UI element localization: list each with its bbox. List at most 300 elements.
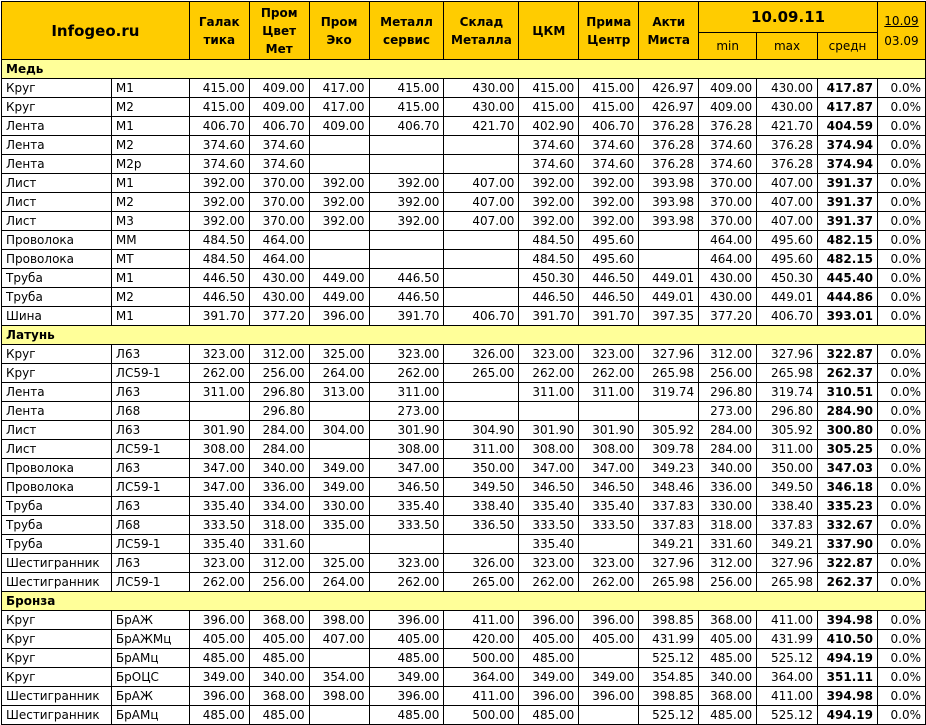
avg-price-cell: 394.98 bbox=[818, 687, 878, 706]
grade-cell: Л63 bbox=[111, 345, 189, 364]
price-sklad-metalla bbox=[444, 250, 519, 269]
product-cell: Лента bbox=[2, 117, 112, 136]
grade-cell: МТ bbox=[111, 250, 189, 269]
avg-price-cell: 346.18 bbox=[818, 478, 878, 497]
price-sklad-metalla: 420.00 bbox=[444, 630, 519, 649]
price-promeko: 349.00 bbox=[309, 459, 369, 478]
price-galaktika: 335.40 bbox=[189, 535, 249, 554]
price-aktimista: 265.98 bbox=[639, 364, 699, 383]
price-aktimista: 398.85 bbox=[639, 687, 699, 706]
price-prima-tsentr: 405.00 bbox=[579, 630, 639, 649]
price-prima-tsentr: 392.00 bbox=[579, 193, 639, 212]
price-tskm: 405.00 bbox=[519, 630, 579, 649]
product-cell: Шестигранник bbox=[2, 573, 112, 592]
price-tskm: 396.00 bbox=[519, 687, 579, 706]
price-sklad-metalla bbox=[444, 231, 519, 250]
price-tskm: 262.00 bbox=[519, 364, 579, 383]
change-percent-cell: 0.0% bbox=[877, 630, 925, 649]
grade-cell: Л63 bbox=[111, 497, 189, 516]
price-tskm: 392.00 bbox=[519, 193, 579, 212]
price-metallservis: 405.00 bbox=[369, 630, 444, 649]
price-aktimista: 431.99 bbox=[639, 630, 699, 649]
grade-cell: ЛС59-1 bbox=[111, 573, 189, 592]
price-galaktika: 484.50 bbox=[189, 231, 249, 250]
price-sklad-metalla: 500.00 bbox=[444, 706, 519, 725]
price-metallservis bbox=[369, 136, 444, 155]
avg-price-cell: 262.37 bbox=[818, 573, 878, 592]
product-cell: Круг bbox=[2, 79, 112, 98]
max-price-cell: 449.01 bbox=[757, 288, 818, 307]
price-promtsvetmet: 485.00 bbox=[249, 706, 309, 725]
avg-price-cell: 393.01 bbox=[818, 307, 878, 326]
min-price-cell: 256.00 bbox=[699, 364, 757, 383]
price-aktimista: 309.78 bbox=[639, 440, 699, 459]
price-metallservis: 485.00 bbox=[369, 649, 444, 668]
min-price-cell: 336.00 bbox=[699, 478, 757, 497]
table-row bbox=[2, 250, 926, 269]
price-aktimista: 305.92 bbox=[639, 421, 699, 440]
price-galaktika: 391.70 bbox=[189, 307, 249, 326]
grade-cell: М2 bbox=[111, 98, 189, 117]
price-promtsvetmet: 370.00 bbox=[249, 174, 309, 193]
price-aktimista: 393.98 bbox=[639, 193, 699, 212]
price-metallservis: 392.00 bbox=[369, 174, 444, 193]
product-cell: Круг bbox=[2, 668, 112, 687]
price-promtsvetmet: 368.00 bbox=[249, 611, 309, 630]
price-sklad-metalla: 336.50 bbox=[444, 516, 519, 535]
price-aktimista: 337.83 bbox=[639, 497, 699, 516]
price-promeko: 349.00 bbox=[309, 478, 369, 497]
grade-cell: БрАЖ bbox=[111, 611, 189, 630]
table-row bbox=[2, 117, 926, 136]
price-tskm: 391.70 bbox=[519, 307, 579, 326]
price-metallservis: 349.00 bbox=[369, 668, 444, 687]
grade-cell: Л63 bbox=[111, 421, 189, 440]
price-tskm: 415.00 bbox=[519, 98, 579, 117]
max-price-cell: 337.83 bbox=[757, 516, 818, 535]
change-percent-cell: 0.0% bbox=[877, 174, 925, 193]
price-galaktika: 392.00 bbox=[189, 174, 249, 193]
product-cell: Лист bbox=[2, 440, 112, 459]
price-promeko bbox=[309, 250, 369, 269]
price-sklad-metalla: 407.00 bbox=[444, 212, 519, 231]
product-cell: Шестигранник bbox=[2, 687, 112, 706]
price-tskm: 301.90 bbox=[519, 421, 579, 440]
price-metallservis bbox=[369, 250, 444, 269]
table-row bbox=[2, 212, 926, 231]
price-prima-tsentr bbox=[579, 649, 639, 668]
price-metallservis: 347.00 bbox=[369, 459, 444, 478]
max-price-cell: 407.00 bbox=[757, 212, 818, 231]
price-promtsvetmet: 296.80 bbox=[249, 402, 309, 421]
price-sklad-metalla: 326.00 bbox=[444, 345, 519, 364]
price-sklad-metalla: 430.00 bbox=[444, 79, 519, 98]
price-promeko: 392.00 bbox=[309, 193, 369, 212]
price-sklad-metalla bbox=[444, 155, 519, 174]
group-title: Медь bbox=[2, 60, 926, 79]
price-promeko bbox=[309, 706, 369, 725]
price-sklad-metalla bbox=[444, 136, 519, 155]
max-price-cell: 338.40 bbox=[757, 497, 818, 516]
price-tskm: 415.00 bbox=[519, 79, 579, 98]
grade-cell: М1 bbox=[111, 269, 189, 288]
avg-price-cell: 391.37 bbox=[818, 193, 878, 212]
column-header-promtsvetmet bbox=[249, 2, 309, 60]
price-prima-tsentr: 349.00 bbox=[579, 668, 639, 687]
price-prima-tsentr: 392.00 bbox=[579, 174, 639, 193]
column-header-line: Акти bbox=[652, 14, 686, 29]
price-galaktika: 323.00 bbox=[189, 345, 249, 364]
max-price-cell: 495.60 bbox=[757, 231, 818, 250]
price-metallservis: 485.00 bbox=[369, 706, 444, 725]
min-price-cell: 430.00 bbox=[699, 288, 757, 307]
price-sklad-metalla: 407.00 bbox=[444, 193, 519, 212]
product-cell: Круг bbox=[2, 364, 112, 383]
price-aktimista: 348.46 bbox=[639, 478, 699, 497]
column-header-line: сервис bbox=[383, 32, 430, 47]
change-percent-cell: 0.0% bbox=[877, 611, 925, 630]
avg-price-cell: 482.15 bbox=[818, 231, 878, 250]
table-row bbox=[2, 611, 926, 630]
price-aktimista: 449.01 bbox=[639, 288, 699, 307]
table-row bbox=[2, 307, 926, 326]
change-percent-cell: 0.0% bbox=[877, 421, 925, 440]
price-metallservis: 396.00 bbox=[369, 611, 444, 630]
max-price-cell: 305.92 bbox=[757, 421, 818, 440]
price-promeko: 325.00 bbox=[309, 554, 369, 573]
price-aktimista bbox=[639, 231, 699, 250]
price-prima-tsentr: 311.00 bbox=[579, 383, 639, 402]
max-price-cell: 411.00 bbox=[757, 687, 818, 706]
price-sklad-metalla: 326.00 bbox=[444, 554, 519, 573]
price-tskm: 323.00 bbox=[519, 345, 579, 364]
price-prima-tsentr: 308.00 bbox=[579, 440, 639, 459]
max-price-cell: 311.00 bbox=[757, 440, 818, 459]
min-price-cell: 376.28 bbox=[699, 117, 757, 136]
max-price-cell: 349.50 bbox=[757, 478, 818, 497]
avg-header: средн bbox=[818, 33, 878, 60]
avg-price-cell: 322.87 bbox=[818, 345, 878, 364]
price-prima-tsentr: 347.00 bbox=[579, 459, 639, 478]
avg-price-cell: 310.51 bbox=[818, 383, 878, 402]
avg-price-cell: 374.94 bbox=[818, 155, 878, 174]
table-row bbox=[2, 136, 926, 155]
avg-price-cell: 404.59 bbox=[818, 117, 878, 136]
change-percent-cell: 0.0% bbox=[877, 687, 925, 706]
avg-price-cell: 391.37 bbox=[818, 212, 878, 231]
price-sklad-metalla: 350.00 bbox=[444, 459, 519, 478]
change-percent-cell: 0.0% bbox=[877, 155, 925, 174]
product-cell: Лента bbox=[2, 155, 112, 174]
price-galaktika: 374.60 bbox=[189, 155, 249, 174]
min-price-cell: 318.00 bbox=[699, 516, 757, 535]
grade-cell: М1 bbox=[111, 174, 189, 193]
price-metallservis: 308.00 bbox=[369, 440, 444, 459]
price-galaktika: 485.00 bbox=[189, 649, 249, 668]
avg-price-cell: 347.03 bbox=[818, 459, 878, 478]
grade-cell: М1 bbox=[111, 307, 189, 326]
table-row bbox=[2, 155, 926, 174]
table-row bbox=[2, 478, 926, 497]
table-row bbox=[2, 516, 926, 535]
price-tskm: 392.00 bbox=[519, 212, 579, 231]
grade-cell: М2р bbox=[111, 155, 189, 174]
max-price-cell: 525.12 bbox=[757, 649, 818, 668]
price-promeko bbox=[309, 649, 369, 668]
min-price-cell: 284.00 bbox=[699, 440, 757, 459]
price-promtsvetmet: 430.00 bbox=[249, 269, 309, 288]
table-row bbox=[2, 497, 926, 516]
max-price-cell: 376.28 bbox=[757, 136, 818, 155]
change-percent-cell: 0.0% bbox=[877, 402, 925, 421]
price-promtsvetmet: 374.60 bbox=[249, 155, 309, 174]
price-promtsvetmet: 331.60 bbox=[249, 535, 309, 554]
price-prima-tsentr: 374.60 bbox=[579, 136, 639, 155]
price-sklad-metalla: 411.00 bbox=[444, 611, 519, 630]
date-header: 10.09.11 bbox=[699, 2, 878, 33]
grade-cell: Л68 bbox=[111, 516, 189, 535]
column-header-line: Металла bbox=[451, 32, 512, 47]
price-galaktika: 311.00 bbox=[189, 383, 249, 402]
product-cell: Лист bbox=[2, 174, 112, 193]
product-cell: Проволока bbox=[2, 231, 112, 250]
price-promtsvetmet: 284.00 bbox=[249, 440, 309, 459]
column-header-line: Пром bbox=[320, 14, 358, 29]
min-price-cell: 296.80 bbox=[699, 383, 757, 402]
price-tskm: 484.50 bbox=[519, 231, 579, 250]
price-galaktika: 301.90 bbox=[189, 421, 249, 440]
grade-cell: М3 bbox=[111, 212, 189, 231]
price-tskm: 485.00 bbox=[519, 706, 579, 725]
price-promtsvetmet: 336.00 bbox=[249, 478, 309, 497]
table-row bbox=[2, 440, 926, 459]
price-tskm: 335.40 bbox=[519, 497, 579, 516]
price-prima-tsentr bbox=[579, 706, 639, 725]
price-aktimista: 525.12 bbox=[639, 706, 699, 725]
price-galaktika: 262.00 bbox=[189, 573, 249, 592]
price-aktimista: 393.98 bbox=[639, 174, 699, 193]
price-aktimista: 337.83 bbox=[639, 516, 699, 535]
price-promeko: 398.00 bbox=[309, 611, 369, 630]
price-aktimista bbox=[639, 250, 699, 269]
site-logo: Infogeo.ru bbox=[2, 2, 190, 60]
price-prima-tsentr: 495.60 bbox=[579, 250, 639, 269]
price-metallservis: 415.00 bbox=[369, 79, 444, 98]
change-percent-cell: 0.0% bbox=[877, 440, 925, 459]
price-prima-tsentr: 323.00 bbox=[579, 345, 639, 364]
price-metallservis bbox=[369, 535, 444, 554]
grade-cell: ЛС59-1 bbox=[111, 478, 189, 497]
min-price-cell: 370.00 bbox=[699, 193, 757, 212]
change-column-header bbox=[877, 2, 925, 60]
price-tskm: 446.50 bbox=[519, 288, 579, 307]
product-cell: Труба bbox=[2, 288, 112, 307]
change-percent-cell: 0.0% bbox=[877, 516, 925, 535]
price-aktimista: 397.35 bbox=[639, 307, 699, 326]
price-metallservis: 323.00 bbox=[369, 554, 444, 573]
grade-cell: Л63 bbox=[111, 383, 189, 402]
avg-price-cell: 284.90 bbox=[818, 402, 878, 421]
change-percent-cell: 0.0% bbox=[877, 554, 925, 573]
price-prima-tsentr: 323.00 bbox=[579, 554, 639, 573]
table-row bbox=[2, 535, 926, 554]
grade-cell: Л63 bbox=[111, 554, 189, 573]
price-aktimista: 354.85 bbox=[639, 668, 699, 687]
product-cell: Проволока bbox=[2, 250, 112, 269]
group-title: Бронза bbox=[2, 592, 926, 611]
change-percent-cell: 0.0% bbox=[877, 212, 925, 231]
price-galaktika: 392.00 bbox=[189, 212, 249, 231]
price-galaktika: 335.40 bbox=[189, 497, 249, 516]
price-sklad-metalla bbox=[444, 383, 519, 402]
max-price-cell: 411.00 bbox=[757, 611, 818, 630]
price-metallservis: 262.00 bbox=[369, 364, 444, 383]
price-galaktika bbox=[189, 402, 249, 421]
price-tskm: 349.00 bbox=[519, 668, 579, 687]
min-price-cell: 430.00 bbox=[699, 269, 757, 288]
price-sklad-metalla: 430.00 bbox=[444, 98, 519, 117]
price-promeko: 354.00 bbox=[309, 668, 369, 687]
table-row bbox=[2, 459, 926, 478]
table-row bbox=[2, 554, 926, 573]
max-price-cell: 265.98 bbox=[757, 573, 818, 592]
table-row bbox=[2, 383, 926, 402]
price-tskm: 323.00 bbox=[519, 554, 579, 573]
product-cell: Круг bbox=[2, 611, 112, 630]
price-metallservis: 446.50 bbox=[369, 288, 444, 307]
price-tskm: 374.60 bbox=[519, 136, 579, 155]
price-prima-tsentr: 392.00 bbox=[579, 212, 639, 231]
price-tskm: 335.40 bbox=[519, 535, 579, 554]
price-promeko: 264.00 bbox=[309, 573, 369, 592]
change-percent-cell: 0.0% bbox=[877, 383, 925, 402]
price-promtsvetmet: 284.00 bbox=[249, 421, 309, 440]
price-promeko: 417.00 bbox=[309, 79, 369, 98]
min-price-cell: 256.00 bbox=[699, 573, 757, 592]
group-row bbox=[2, 60, 926, 79]
price-galaktika: 406.70 bbox=[189, 117, 249, 136]
price-tskm: 333.50 bbox=[519, 516, 579, 535]
avg-price-cell: 374.94 bbox=[818, 136, 878, 155]
table-row bbox=[2, 174, 926, 193]
price-promtsvetmet: 377.20 bbox=[249, 307, 309, 326]
change-percent-cell: 0.0% bbox=[877, 288, 925, 307]
price-metallservis: 392.00 bbox=[369, 212, 444, 231]
price-prima-tsentr: 415.00 bbox=[579, 98, 639, 117]
min-price-cell: 374.60 bbox=[699, 136, 757, 155]
price-promtsvetmet: 485.00 bbox=[249, 649, 309, 668]
table-row bbox=[2, 288, 926, 307]
price-galaktika: 405.00 bbox=[189, 630, 249, 649]
price-table-container bbox=[1, 1, 926, 725]
product-cell: Труба bbox=[2, 516, 112, 535]
price-promtsvetmet: 374.60 bbox=[249, 136, 309, 155]
price-metallservis: 323.00 bbox=[369, 345, 444, 364]
price-prima-tsentr bbox=[579, 535, 639, 554]
column-header-line: Склад bbox=[459, 14, 504, 29]
price-galaktika: 396.00 bbox=[189, 687, 249, 706]
price-prima-tsentr: 346.50 bbox=[579, 478, 639, 497]
price-sklad-metalla: 311.00 bbox=[444, 440, 519, 459]
grade-cell: ЛС59-1 bbox=[111, 535, 189, 554]
price-aktimista: 349.21 bbox=[639, 535, 699, 554]
product-cell: Труба bbox=[2, 535, 112, 554]
avg-price-cell: 394.98 bbox=[818, 611, 878, 630]
product-cell: Лист bbox=[2, 421, 112, 440]
price-metallservis: 392.00 bbox=[369, 193, 444, 212]
price-promtsvetmet: 312.00 bbox=[249, 554, 309, 573]
price-aktimista: 398.85 bbox=[639, 611, 699, 630]
product-cell: Труба bbox=[2, 497, 112, 516]
avg-price-cell: 335.23 bbox=[818, 497, 878, 516]
price-table-body bbox=[2, 60, 926, 725]
price-galaktika: 392.00 bbox=[189, 193, 249, 212]
change-percent-cell: 0.0% bbox=[877, 193, 925, 212]
product-cell: Лист bbox=[2, 212, 112, 231]
change-percent-cell: 0.0% bbox=[877, 307, 925, 326]
price-promtsvetmet: 370.00 bbox=[249, 193, 309, 212]
min-price-cell: 340.00 bbox=[699, 668, 757, 687]
price-galaktika: 347.00 bbox=[189, 478, 249, 497]
price-promtsvetmet: 409.00 bbox=[249, 79, 309, 98]
price-promtsvetmet: 368.00 bbox=[249, 687, 309, 706]
price-metallservis: 415.00 bbox=[369, 98, 444, 117]
grade-cell: ММ bbox=[111, 231, 189, 250]
price-tskm: 374.60 bbox=[519, 155, 579, 174]
price-aktimista: 376.28 bbox=[639, 155, 699, 174]
price-promtsvetmet: 430.00 bbox=[249, 288, 309, 307]
min-price-cell: 485.00 bbox=[699, 706, 757, 725]
price-sklad-metalla: 349.50 bbox=[444, 478, 519, 497]
min-price-cell: 368.00 bbox=[699, 611, 757, 630]
column-header-metallservis bbox=[369, 2, 444, 60]
price-aktimista: 327.96 bbox=[639, 554, 699, 573]
avg-price-cell: 494.19 bbox=[818, 706, 878, 725]
table-row bbox=[2, 573, 926, 592]
avg-price-cell: 494.19 bbox=[818, 649, 878, 668]
price-promtsvetmet: 296.80 bbox=[249, 383, 309, 402]
price-prima-tsentr: 262.00 bbox=[579, 573, 639, 592]
min-price-cell: 374.60 bbox=[699, 155, 757, 174]
min-price-cell: 273.00 bbox=[699, 402, 757, 421]
price-sklad-metalla bbox=[444, 535, 519, 554]
avg-price-cell: 300.80 bbox=[818, 421, 878, 440]
price-promeko bbox=[309, 231, 369, 250]
price-metallservis: 301.90 bbox=[369, 421, 444, 440]
column-header-line: Миста bbox=[647, 32, 690, 47]
max-price-cell: 327.96 bbox=[757, 345, 818, 364]
min-price-cell: 370.00 bbox=[699, 174, 757, 193]
price-promeko: 407.00 bbox=[309, 630, 369, 649]
price-promtsvetmet: 340.00 bbox=[249, 668, 309, 687]
column-header-tskm bbox=[519, 2, 579, 60]
price-sklad-metalla: 406.70 bbox=[444, 307, 519, 326]
group-title: Латунь bbox=[2, 326, 926, 345]
grade-cell: М1 bbox=[111, 117, 189, 136]
table-row bbox=[2, 706, 926, 725]
price-sklad-metalla bbox=[444, 269, 519, 288]
avg-price-cell: 337.90 bbox=[818, 535, 878, 554]
max-price-cell: 407.00 bbox=[757, 174, 818, 193]
price-aktimista: 449.01 bbox=[639, 269, 699, 288]
change-percent-cell: 0.0% bbox=[877, 649, 925, 668]
group-row bbox=[2, 592, 926, 611]
price-galaktika: 415.00 bbox=[189, 79, 249, 98]
avg-price-cell: 444.86 bbox=[818, 288, 878, 307]
change-percent-cell: 0.0% bbox=[877, 478, 925, 497]
price-prima-tsentr: 446.50 bbox=[579, 288, 639, 307]
column-header-line: ЦКМ bbox=[532, 23, 566, 38]
